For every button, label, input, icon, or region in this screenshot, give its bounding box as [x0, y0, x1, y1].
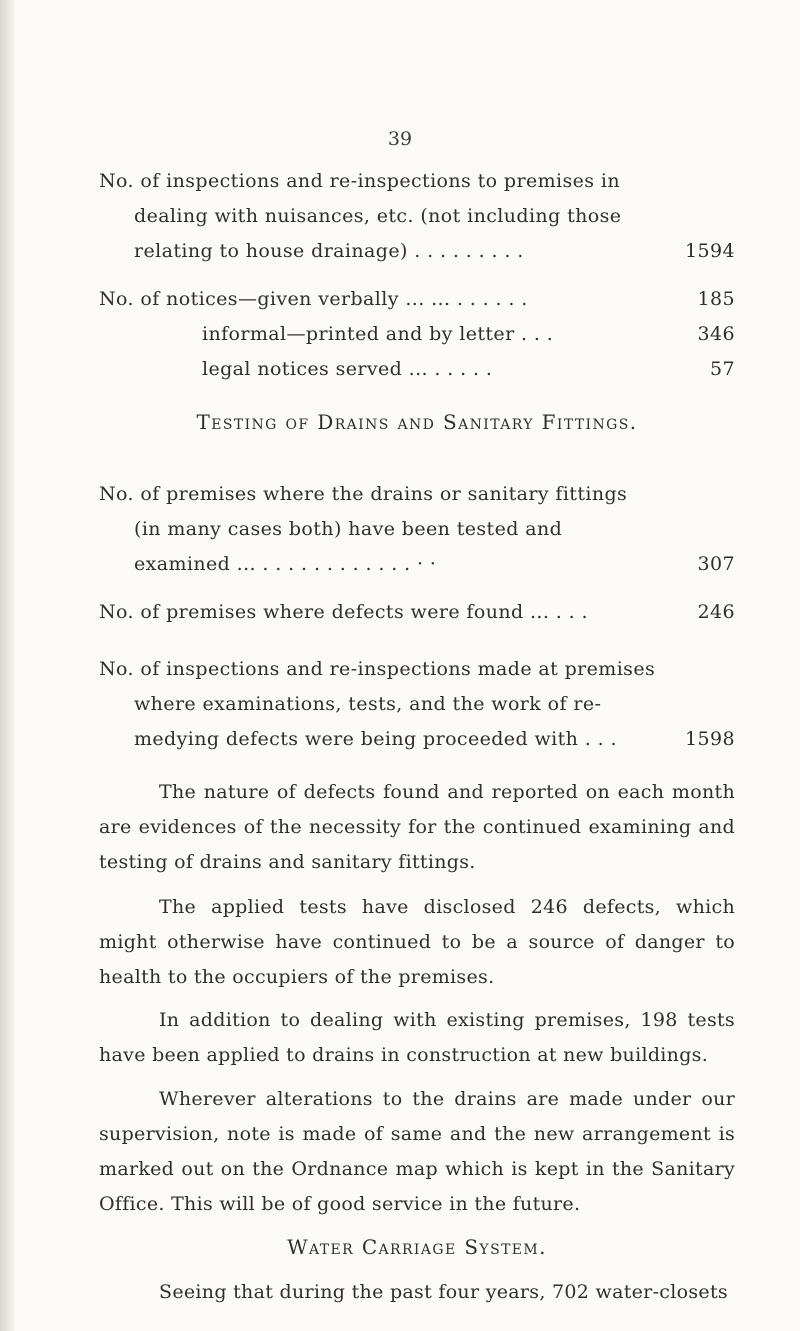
- notices-informal-label: informal—printed and by letter . . .: [202, 323, 554, 345]
- heading-water-carriage: Water Carriage System.: [287, 1235, 547, 1259]
- notices-legal-value: 57: [710, 358, 735, 380]
- inspections-entry: [99, 170, 735, 275]
- premises-tested-line-3-text: examined ... . . . . . . . . . . . . · ·: [134, 553, 437, 575]
- paragraph-new-buildings: In addition to dealing with existing premises, 198 tests have been applied to drains in construction at new buildings.: [99, 1009, 735, 1066]
- reinspections-line-2: where examinations, tests, and the work of re-: [134, 693, 602, 715]
- premises-tested-entry: [99, 483, 735, 588]
- reinspections-entry: [99, 658, 735, 763]
- paragraph-applied-tests: The applied tests have disclosed 246 defects, which might otherwise have continued to be a source of danger to health to the occupiers of the premises.: [99, 896, 735, 988]
- notices-informal-value: 346: [697, 323, 735, 345]
- reinspections-line-1: No. of inspections and re-inspections made at premises: [99, 658, 656, 680]
- notices-entry: [99, 288, 735, 393]
- premises-tested-line-2: (in many cases both) have been tested and: [134, 518, 563, 540]
- premises-defects-value: 246: [697, 601, 735, 623]
- premises-tested-line-3: [99, 553, 735, 588]
- notices-legal-row: [99, 358, 735, 393]
- notices-verbal-value: 185: [697, 288, 735, 310]
- reinspections-value: 1598: [685, 728, 735, 750]
- paragraph-nature-of-defects: The nature of defects found and reported on each month are evidences of the necessity for the continued examining and testing of drains and sanitary fittings.: [99, 781, 735, 873]
- reinspections-line-3: [99, 728, 735, 763]
- inspections-line-3: [99, 240, 735, 275]
- notices-verbal-row: [99, 288, 735, 323]
- inspections-line-2: dealing with nuisances, etc. (not including those: [134, 205, 622, 227]
- page-edge-shadow: [0, 0, 14, 1331]
- paragraph-ordnance-map: Wherever alterations to the drains are made under our supervision, note is made of same and the new arrangement is marked out on the Ordnance map which is kept in the Sanitary Office. This will be of good service in the future.: [99, 1088, 735, 1215]
- premises-defects-entry: [99, 601, 735, 636]
- inspections-line-3-text: relating to house drainage) . . . . . . . . .: [134, 240, 524, 262]
- heading-testing-drains: Testing of Drains and Sanitary Fittings.: [196, 410, 638, 434]
- inspections-line-1: No. of inspections and re-inspections to premises in: [99, 170, 621, 192]
- premises-tested-line-1: No. of premises where the drains or sanitary fittings: [99, 483, 628, 505]
- notices-legal-label: legal notices served ... . . . . .: [202, 358, 493, 380]
- premises-defects-label: No. of premises where defects were found ... . . .: [99, 601, 588, 623]
- reinspections-line-3-text: medying defects were being proceeded with . . .: [134, 728, 617, 750]
- page-number: 39: [387, 128, 413, 150]
- notices-verbal-label: No. of notices—given verbally ... ... . . . . . .: [99, 288, 528, 310]
- inspections-value: 1594: [685, 240, 735, 262]
- premises-defects-row: [99, 601, 735, 636]
- premises-tested-value: 307: [697, 553, 735, 575]
- notices-informal-row: [99, 323, 735, 358]
- paragraph-water-closets: Seeing that during the past four years, 702 water-closets: [159, 1281, 728, 1303]
